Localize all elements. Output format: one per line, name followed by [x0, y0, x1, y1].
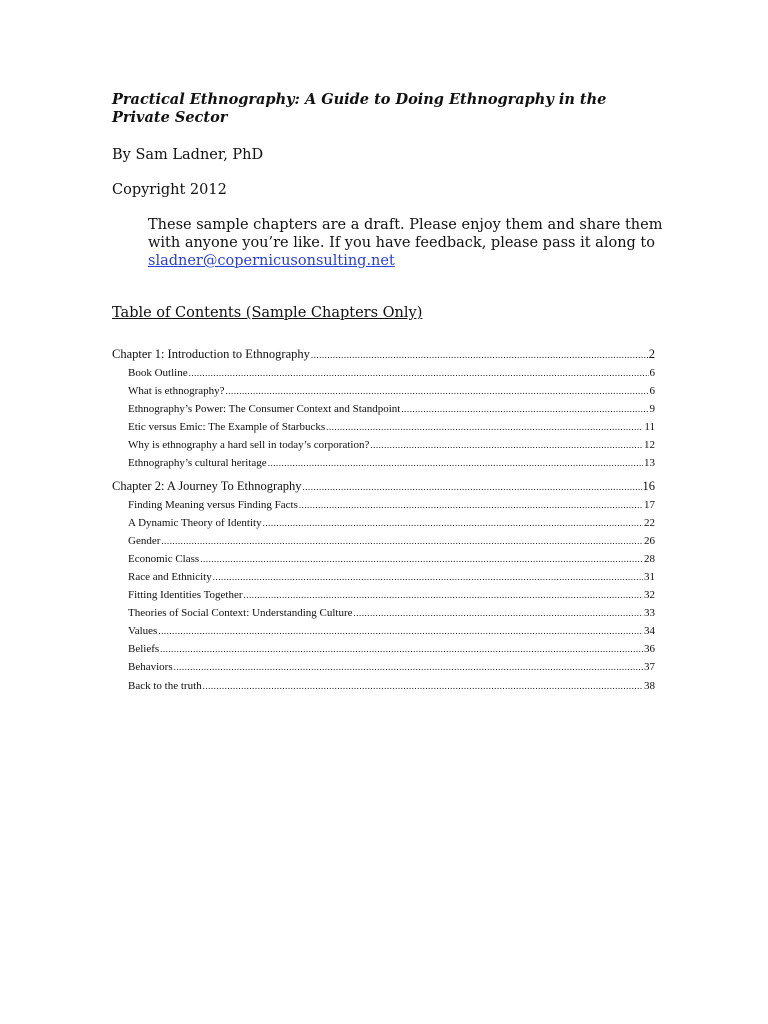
toc-section-label: Theories of Social Context: Understanding Culture [128, 607, 353, 620]
toc-page-number: 34 [644, 625, 655, 638]
toc-section-label: Fitting Identities Together [128, 589, 243, 602]
toc-section[interactable] [112, 382, 655, 400]
toc-section-label: Values [128, 625, 158, 638]
toc-leader-dots [200, 550, 643, 568]
toc-page-number: 6 [649, 367, 655, 379]
toc-leader-dots [299, 496, 643, 514]
toc-section[interactable] [112, 622, 655, 640]
toc-section-label: Etic versus Emic: The Example of Starbucks [128, 421, 326, 434]
toc-section[interactable] [112, 658, 655, 676]
toc-heading: Table of Contents (Sample Chapters Only) [112, 305, 423, 321]
toc-page-number: 2 [648, 347, 655, 361]
toc-leader-dots [226, 382, 649, 400]
toc-leader-dots [189, 364, 649, 382]
toc-section-label: Behaviors [128, 661, 173, 674]
toc-leader-dots [161, 532, 643, 550]
toc-leader-dots [303, 478, 642, 497]
toc-chapter-label: Chapter 1: Introduction to Ethnography [112, 347, 310, 361]
toc-leader-dots [203, 677, 643, 695]
toc-leader-dots [354, 604, 643, 622]
toc-leader-dots [158, 622, 643, 640]
toc-leader-dots [311, 346, 648, 365]
toc-section-label: Gender [128, 534, 161, 547]
toc-section-label: Back to the truth [128, 679, 202, 692]
toc-leader-dots [244, 586, 643, 604]
author-line: By Sam Ladner, PhD [112, 147, 264, 163]
toc-page-number: 6 [649, 385, 655, 398]
toc-leader-dots [263, 514, 643, 532]
toc-section[interactable] [112, 454, 655, 472]
draft-note-text: These sample chapters are a draft. Please enjoy them and share them with anyone you’re like. If you have feedback, please pass it along to [148, 217, 663, 251]
toc-section[interactable] [112, 496, 655, 514]
toc-section[interactable] [112, 550, 655, 568]
toc-page-number: 38 [644, 679, 655, 692]
toc-section[interactable] [112, 604, 655, 622]
toc-section[interactable] [112, 677, 655, 695]
toc-chapter-2[interactable] [112, 477, 655, 496]
toc-page-number: 12 [644, 439, 655, 452]
toc-section[interactable] [112, 568, 655, 586]
toc-page-number: 31 [644, 570, 655, 583]
table-of-contents [112, 345, 655, 695]
toc-section[interactable] [112, 400, 655, 418]
toc-page-number: 36 [644, 643, 655, 656]
toc-section-label: Ethnography’s cultural heritage [128, 457, 267, 470]
toc-section[interactable] [112, 364, 655, 382]
copyright-line: Copyright 2012 [112, 182, 227, 198]
toc-leader-dots [213, 568, 643, 586]
toc-page-number: 28 [644, 552, 655, 565]
toc-section-label: Race and Ethnicity [128, 570, 212, 583]
draft-note [148, 216, 668, 270]
toc-leader-dots [268, 454, 643, 472]
toc-section-label: Economic Class [128, 552, 200, 565]
toc-section[interactable] [112, 640, 655, 658]
toc-chapter-1[interactable] [112, 345, 655, 364]
toc-leader-dots [370, 436, 643, 454]
toc-page-number: 11 [644, 421, 655, 434]
toc-section-label: A Dynamic Theory of Identity [128, 516, 262, 529]
toc-section[interactable] [112, 436, 655, 454]
toc-page-number: 16 [642, 478, 655, 493]
toc-section-label: Beliefs [128, 643, 160, 656]
toc-page-number: 22 [644, 516, 655, 529]
email-link[interactable]: sladner@copernicusonsulting.net [148, 253, 395, 269]
toc-section-label: Finding Meaning versus Finding Facts [128, 498, 298, 511]
toc-page-number: 17 [644, 498, 655, 511]
toc-page-number: 33 [644, 607, 655, 620]
toc-page-number: 32 [644, 589, 655, 602]
toc-section-label: Ethnography’s Power: The Consumer Context and Standpoint [128, 403, 401, 416]
toc-page-number: 37 [644, 661, 655, 674]
toc-leader-dots [174, 658, 643, 676]
toc-page-number: 13 [644, 457, 655, 470]
toc-page-number: 26 [644, 534, 655, 547]
toc-section[interactable] [112, 514, 655, 532]
toc-leader-dots [160, 640, 643, 658]
toc-section-label: Why is ethnography a hard sell in today’s corporation? [128, 439, 370, 452]
toc-chapter-label: Chapter 2: A Journey To Ethnography [112, 478, 302, 493]
toc-section[interactable] [112, 532, 655, 550]
toc-page-number: 9 [649, 403, 655, 416]
toc-section-label: What is ethnography? [128, 385, 225, 398]
toc-leader-dots [401, 400, 648, 418]
toc-section-label: Book Outline [128, 367, 188, 379]
toc-section[interactable] [112, 586, 655, 604]
toc-section[interactable] [112, 418, 655, 436]
toc-leader-dots [326, 418, 643, 436]
document-title: Practical Ethnography: A Guide to Doing Ethnography in the Private Sector [112, 91, 607, 126]
